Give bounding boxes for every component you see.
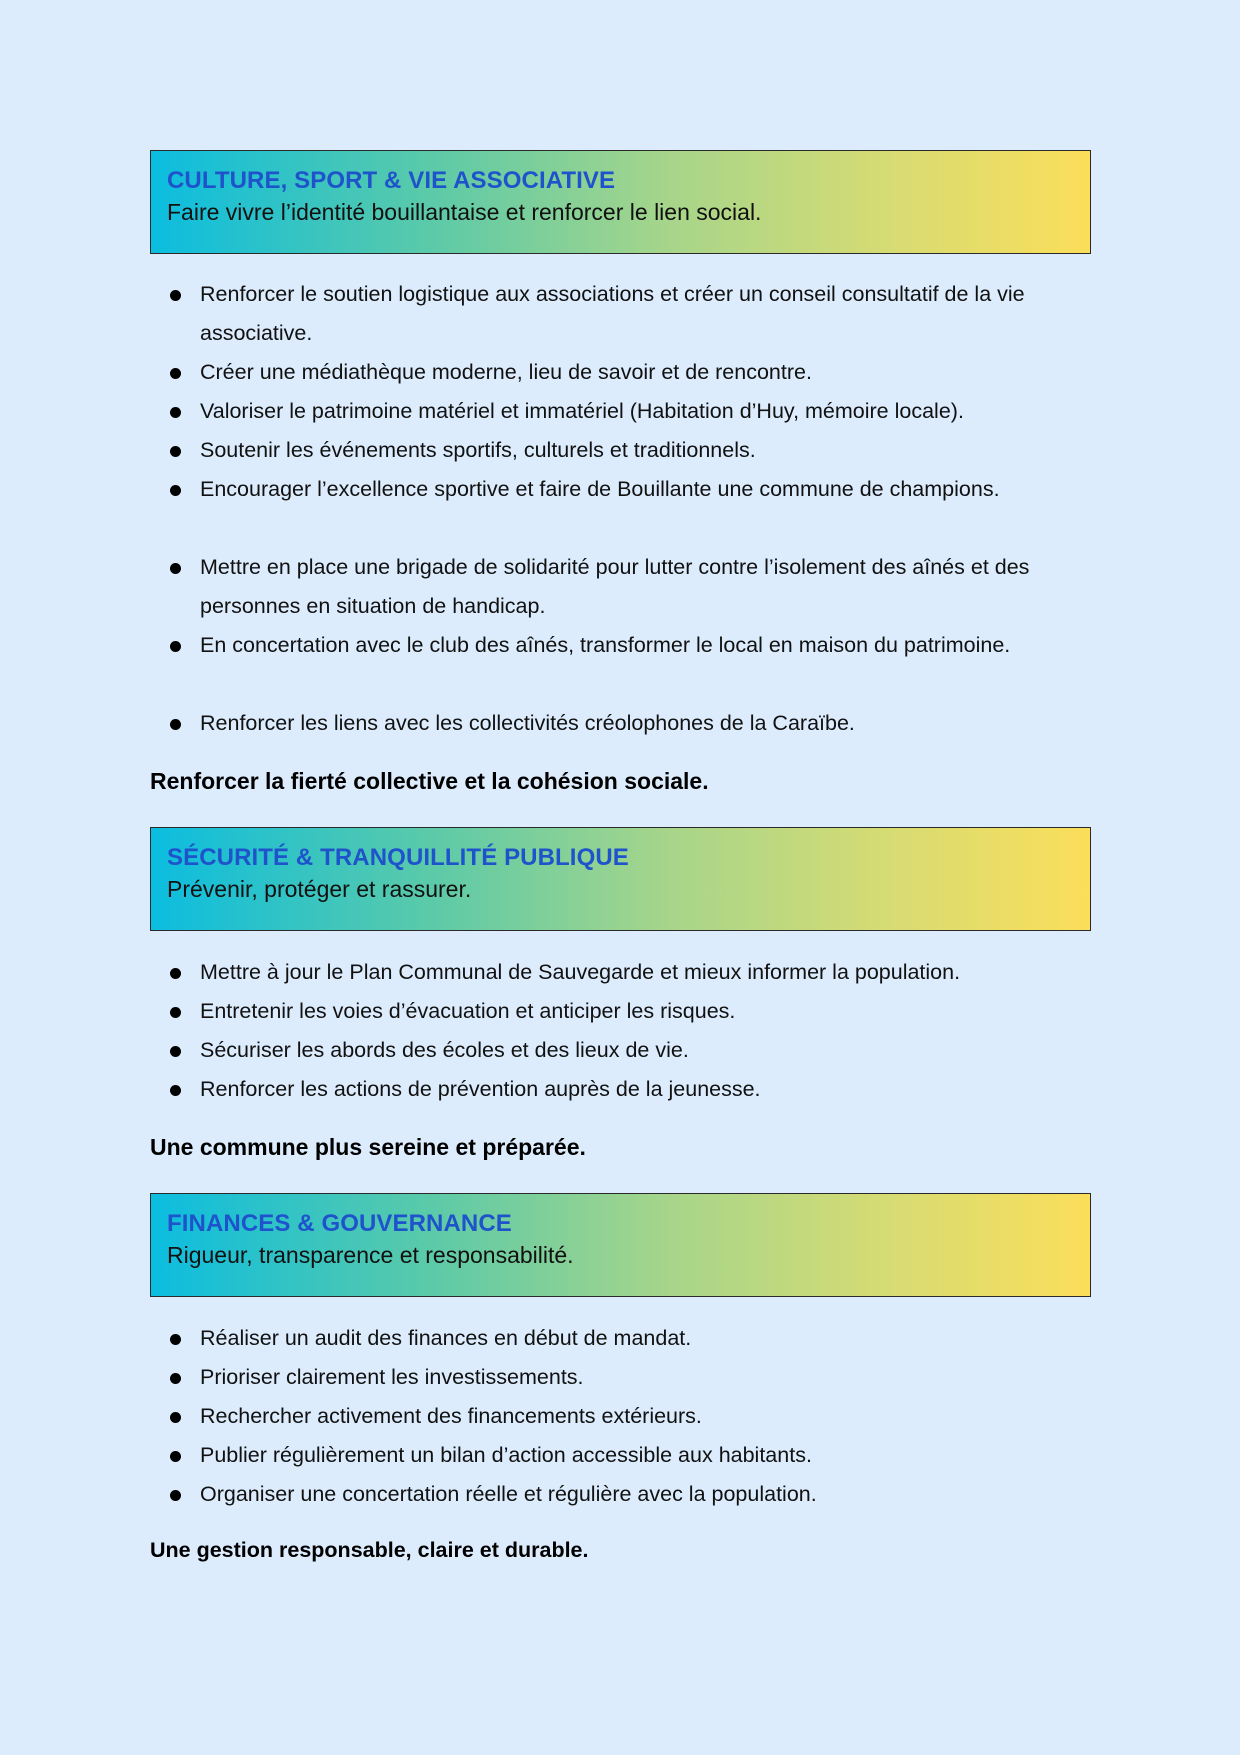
list-item: Renforcer le soutien logistique aux associations et créer un conseil consultatif de la vie associative. — [150, 275, 1091, 353]
list-item: Sécuriser les abords des écoles et des lieux de vie. — [150, 1031, 1091, 1070]
list-item: Mettre à jour le Plan Communal de Sauvegarde et mieux informer la population. — [150, 953, 1091, 992]
list-item: Renforcer les actions de prévention auprès de la jeunesse. — [150, 1070, 1091, 1109]
section-header — [150, 150, 1091, 254]
section-header — [150, 827, 1091, 931]
section-culture-sport — [150, 150, 1091, 796]
list-item: Prioriser clairement les investissements. — [150, 1358, 1091, 1397]
list-item: Soutenir les événements sportifs, culturels et traditionnels. — [150, 431, 1091, 470]
list-item: Publier régulièrement un bilan d’action accessible aux habitants. — [150, 1436, 1091, 1475]
list-item: En concertation avec le club des aînés, transformer le local en maison du patrimoine. — [150, 626, 1091, 665]
list-item: Encourager l’excellence sportive et faire de Bouillante une commune de champions. — [150, 470, 1091, 509]
section-header — [150, 1193, 1091, 1297]
section-subtitle: Faire vivre l’identité bouillantaise et renforcer le lien social. — [167, 199, 762, 225]
bullet-list — [150, 1319, 1091, 1514]
section-finances — [150, 1193, 1091, 1565]
list-item: Mettre en place une brigade de solidarité pour lutter contre l’isolement des aînés et des personnes en situation de handicap. — [150, 548, 1091, 626]
bullet-list — [150, 548, 1091, 665]
section-conclusion: Renforcer la fierté collective et la cohésion sociale. — [150, 768, 709, 794]
bullet-list — [150, 953, 1091, 1109]
section-title: CULTURE, SPORT & VIE ASSOCIATIVE — [167, 167, 616, 194]
section-securite — [150, 827, 1091, 1162]
section-title: SÉCURITÉ & TRANQUILLITÉ PUBLIQUE — [167, 844, 629, 871]
bullet-list — [150, 275, 1091, 509]
list-item: Renforcer les liens avec les collectivités créolophones de la Caraïbe. — [150, 704, 1091, 743]
list-item: Valoriser le patrimoine matériel et immatériel (Habitation d’Huy, mémoire locale). — [150, 392, 1091, 431]
section-conclusion: Une commune plus sereine et préparée. — [150, 1134, 586, 1160]
list-item: Organiser une concertation réelle et régulière avec la population. — [150, 1475, 1091, 1514]
section-title: FINANCES & GOUVERNANCE — [167, 1210, 512, 1237]
list-item: Entretenir les voies d’évacuation et anticiper les risques. — [150, 992, 1091, 1031]
list-item: Réaliser un audit des finances en début de mandat. — [150, 1319, 1091, 1358]
section-subtitle: Prévenir, protéger et rassurer. — [167, 876, 472, 902]
list-item: Créer une médiathèque moderne, lieu de savoir et de rencontre. — [150, 353, 1091, 392]
bullet-list — [150, 704, 1091, 743]
section-conclusion: Une gestion responsable, claire et durable. — [150, 1538, 589, 1562]
document-page — [150, 150, 1091, 1565]
section-subtitle: Rigueur, transparence et responsabilité. — [167, 1242, 574, 1268]
list-item: Rechercher activement des financements extérieurs. — [150, 1397, 1091, 1436]
